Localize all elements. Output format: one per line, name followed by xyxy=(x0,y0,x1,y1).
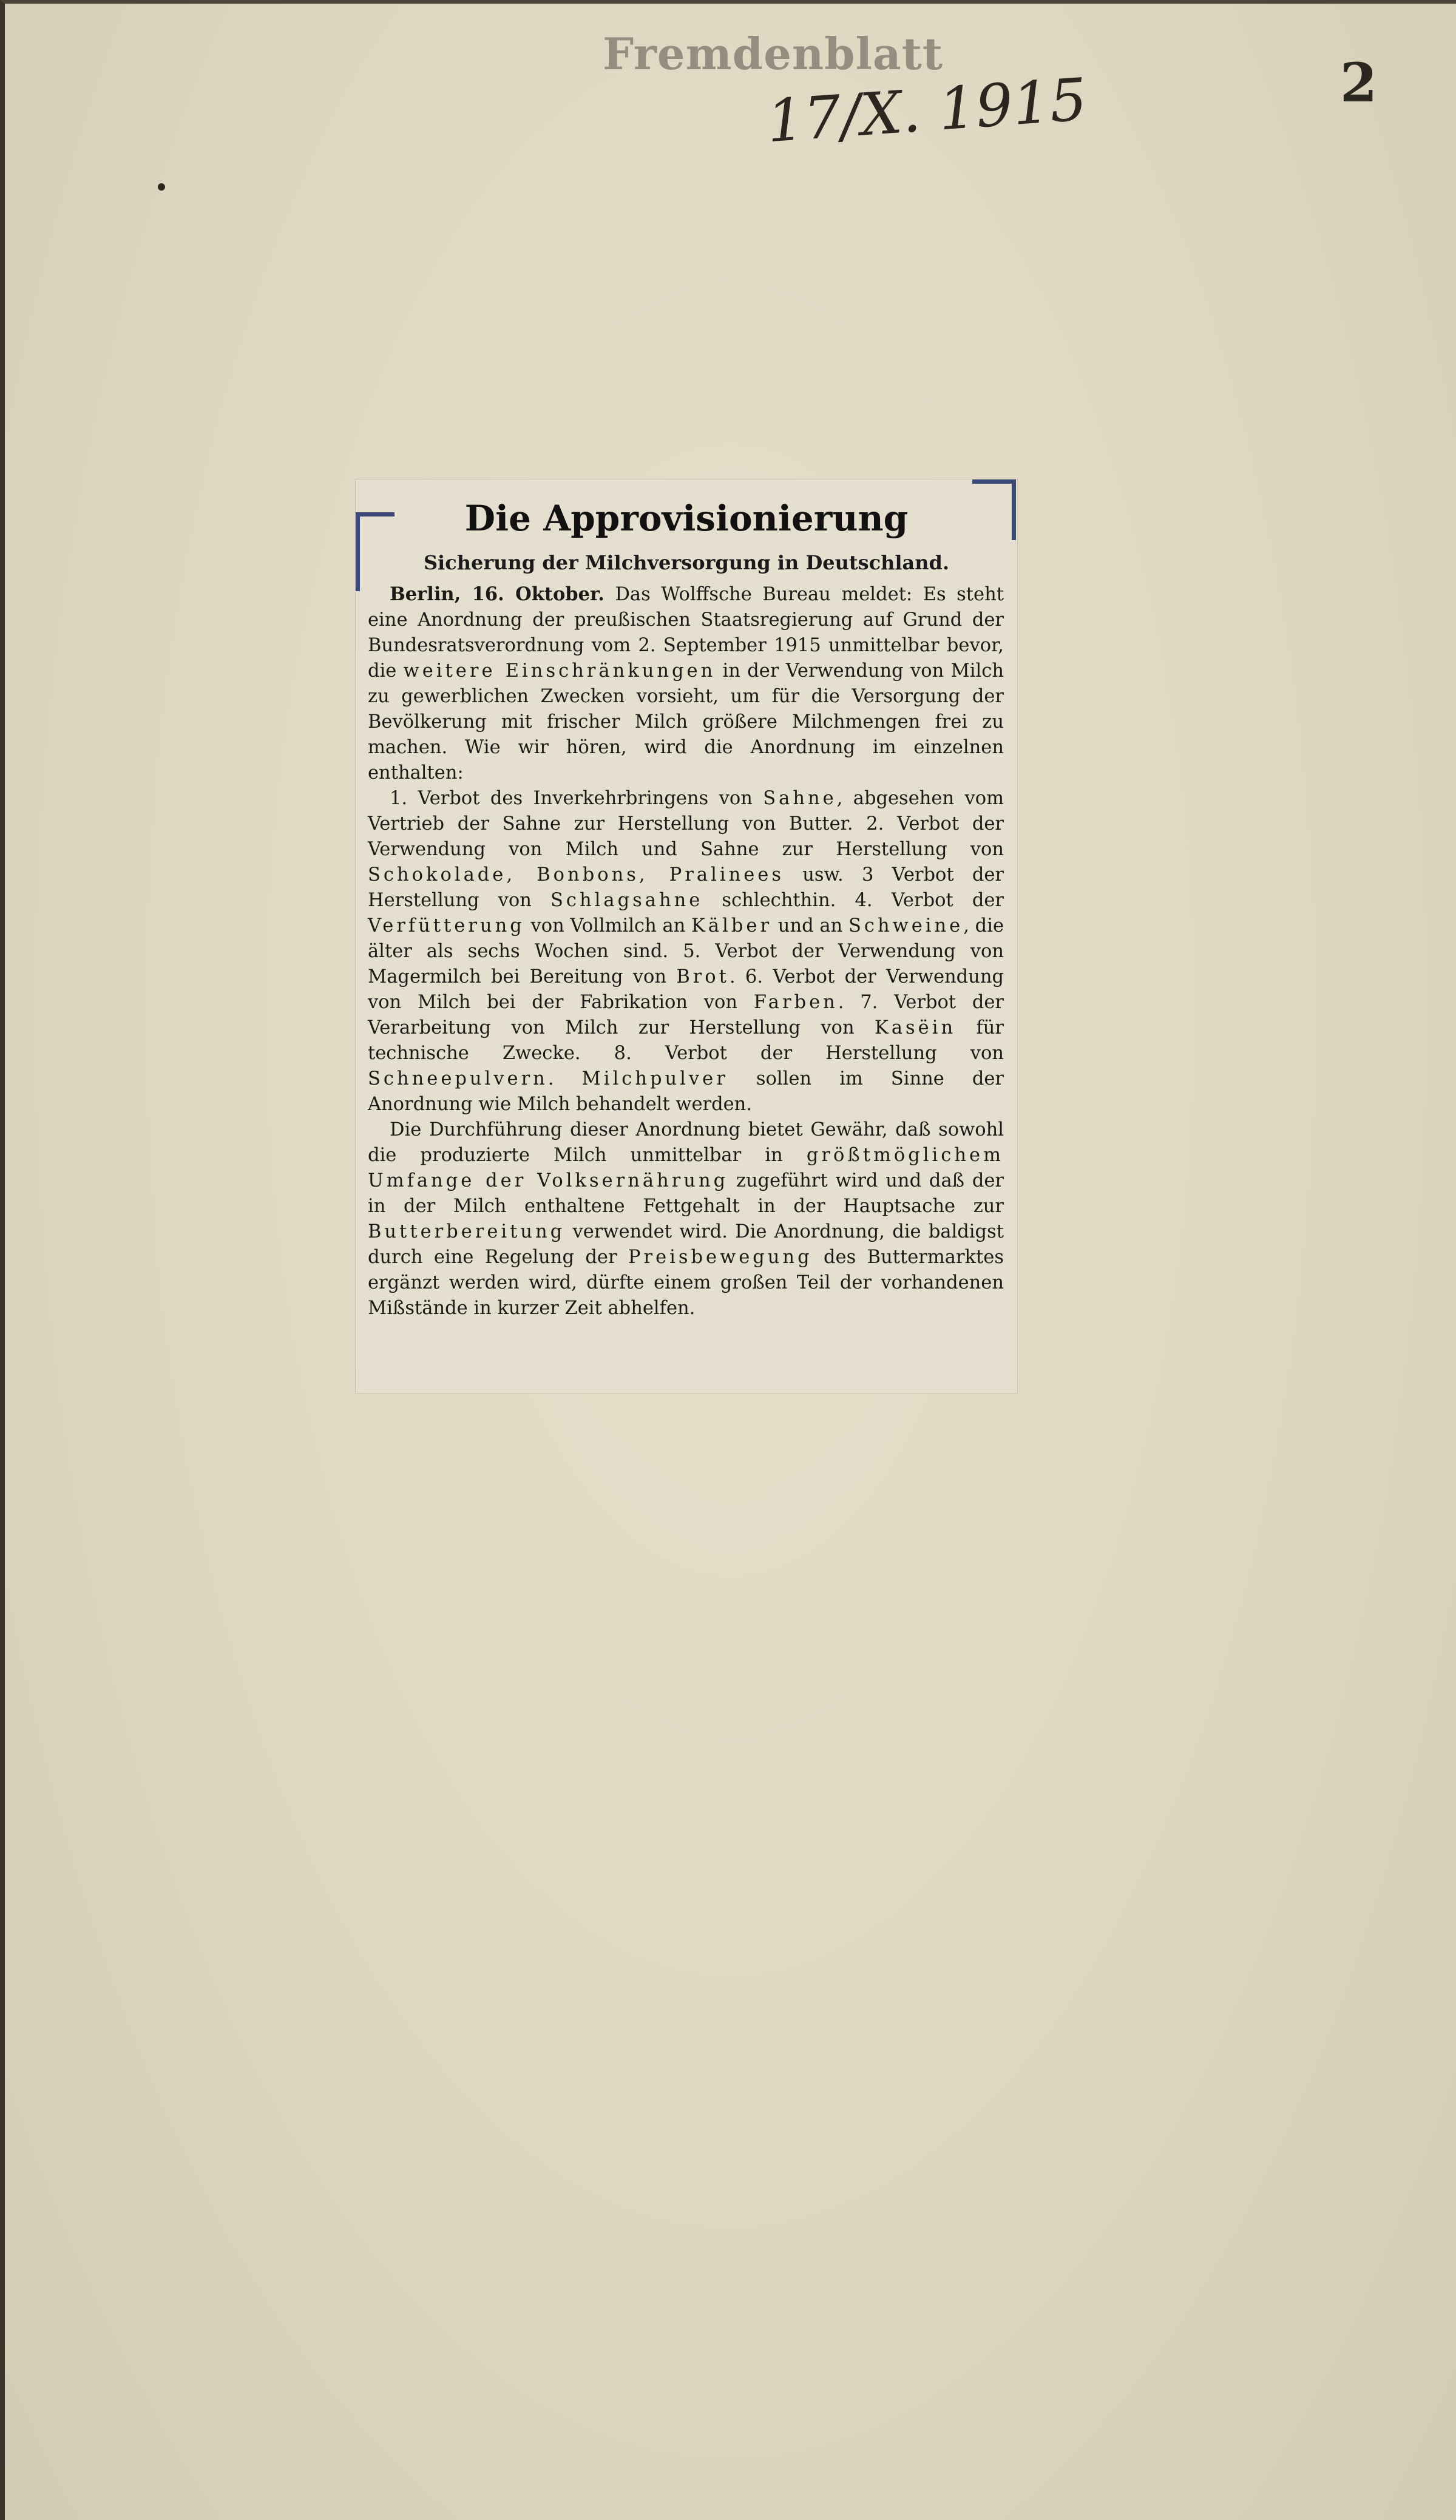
text-run: Farben xyxy=(753,992,838,1013)
newspaper-stamp: Fremdenblatt xyxy=(603,28,944,80)
text-run: von Vollmilch an xyxy=(524,915,692,937)
text-run: Kälber xyxy=(691,915,773,937)
text-run: sollen im Sinne der Anordnung wie Milch behandelt werden. xyxy=(368,1068,1004,1115)
text-run: für technische Zwecke. 8. Verbot der Herstellung von xyxy=(368,1017,1004,1064)
text-run: Brot xyxy=(676,966,730,987)
corner-mark xyxy=(972,479,1016,484)
text-run: . 7. Verbot der Verarbeitung von Milch zur Herstellung von xyxy=(368,992,1004,1038)
text-run: und an xyxy=(772,915,848,937)
text-run: Die Durchführung dieser Anordnung bietet Gewähr, daß sowohl die produzierte Milch unmittelbar in xyxy=(368,1119,1004,1166)
handwritten-date: 17/X. 1915 xyxy=(764,65,1089,156)
text-run: Schokolade, Bonbons, Pralinees xyxy=(368,864,784,886)
paragraph xyxy=(368,581,1004,786)
text-run: Schweine xyxy=(848,915,964,937)
text-run: , die älter als sechs Wochen sind. 5. Verbot der Verwendung von Magermilch bei Bereitung von xyxy=(368,915,1004,987)
text-run: 1. Verbot des Inverkehrbringens von xyxy=(390,788,764,809)
text-run: Schlagsahne xyxy=(550,890,703,911)
text-run: usw. 3 Verbot der Herstellung von xyxy=(368,864,1004,911)
text-run: des Buttermarktes ergänzt werden wird, dürfte einem großen Teil der vorhandenen Mißstände in kurzer Zeit abhelfen. xyxy=(368,1247,1004,1319)
text-run: zugeführt wird und daß der in der Milch enthaltene Fettgehalt in der Hauptsache zur xyxy=(368,1170,1004,1217)
text-run: Das Wolffsche Bureau meldet: Es steht eine Anordnung der preußischen Staatsregierung auf Grund der Bundesratsverordnung vom 2. September 1915 unmittelbar bevor, die xyxy=(368,584,1004,682)
article-headline: Die Approvisionierung xyxy=(464,498,909,539)
text-run: . xyxy=(547,1068,582,1089)
text-run: größtmöglichem Umfange der Volksernährung xyxy=(368,1145,1004,1191)
text-run: in der Verwendung von Milch zu gewerblichen Zwecken vorsieht, um für die Versorgung der Bevölkerung mit frischer Milch größere Milchmengen frei zu machen. Wie wir hören, wird die Anordnung im einzelnen enthalten: xyxy=(368,660,1004,784)
article-subhead: Sicherung der Milchversorgung in Deutschland. xyxy=(423,551,950,574)
text-run: , abgesehen vom Vertrieb der Sahne zur Herstellung von Butter. 2. Verbot der Verwendung von Milch und Sahne zur Herstellung von xyxy=(368,788,1004,860)
dateline: Berlin, 16. Oktober. xyxy=(390,583,604,605)
text-run: Preisbewegung xyxy=(628,1247,813,1268)
paragraph xyxy=(368,1117,1004,1321)
newspaper-clipping xyxy=(356,479,1017,1393)
text-run: . 6. Verbot der Verwendung von Milch bei der Fabrikation von xyxy=(368,966,1004,1013)
paragraph xyxy=(368,786,1004,1117)
article-body xyxy=(368,581,1004,1321)
text-run: Kasëin xyxy=(875,1017,957,1038)
page-number: 2 xyxy=(1340,51,1378,114)
text-run: Verfütterung xyxy=(368,915,525,937)
text-run: Milchpulver xyxy=(581,1068,728,1089)
ink-dot xyxy=(158,183,165,191)
text-run: Schneepulvern xyxy=(368,1068,548,1089)
text-run: Sahne xyxy=(763,788,837,809)
text-run: verwendet wird. Die Anordnung, die baldigst durch eine Regelung der xyxy=(368,1221,1004,1268)
text-run: weitere Einschränkungen xyxy=(403,660,716,682)
text-run: Butterbereitung xyxy=(368,1221,566,1242)
text-run: schlechthin. 4. Verbot der xyxy=(703,890,1004,911)
